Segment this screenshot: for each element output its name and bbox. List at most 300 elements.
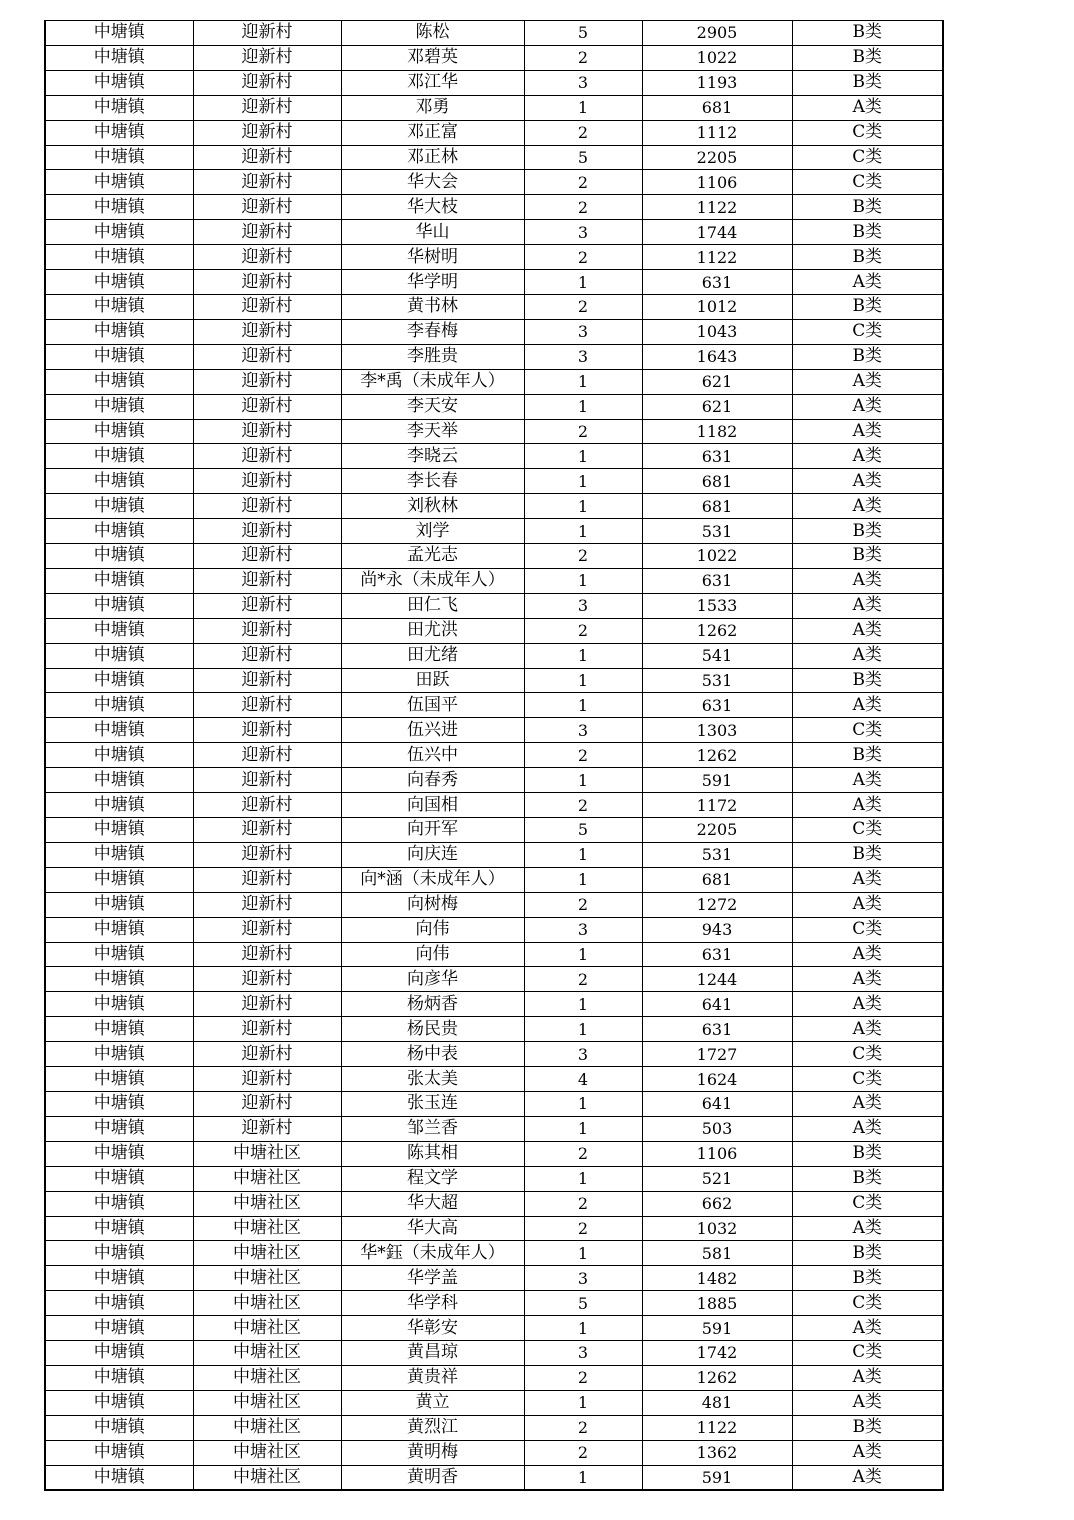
table-row (45, 519, 943, 544)
name-cell: 张玉连 (341, 1091, 524, 1116)
category-cell: A类 (792, 1365, 943, 1390)
town-cell: 中塘镇 (45, 967, 193, 992)
amount-cell: 1032 (642, 1216, 792, 1241)
table-row (45, 867, 943, 892)
assistance-table (44, 20, 944, 1491)
table-row (45, 319, 943, 344)
village-cell: 中塘社区 (193, 1141, 341, 1166)
town-cell: 中塘镇 (45, 618, 193, 643)
household-size-cell: 1 (524, 1091, 642, 1116)
household-size-cell: 1 (524, 1390, 642, 1415)
town-cell: 中塘镇 (45, 1415, 193, 1440)
village-cell: 中塘社区 (193, 1390, 341, 1415)
table-row (45, 768, 943, 793)
household-size-cell: 2 (524, 294, 642, 319)
name-cell: 杨民贵 (341, 1017, 524, 1042)
town-cell: 中塘镇 (45, 1365, 193, 1390)
town-cell: 中塘镇 (45, 942, 193, 967)
name-cell: 黄昌琼 (341, 1341, 524, 1366)
name-cell: 刘秋林 (341, 494, 524, 519)
village-cell: 中塘社区 (193, 1341, 341, 1366)
town-cell: 中塘镇 (45, 70, 193, 95)
household-size-cell: 1 (524, 469, 642, 494)
category-cell: A类 (792, 494, 943, 519)
village-cell: 迎新村 (193, 1116, 341, 1141)
category-cell: B类 (792, 21, 943, 46)
household-size-cell: 1 (524, 992, 642, 1017)
village-cell: 迎新村 (193, 70, 341, 95)
amount-cell: 631 (642, 693, 792, 718)
household-size-cell: 1 (524, 842, 642, 867)
amount-cell: 1012 (642, 294, 792, 319)
household-size-cell: 2 (524, 45, 642, 70)
town-cell: 中塘镇 (45, 768, 193, 793)
household-size-cell: 2 (524, 1365, 642, 1390)
household-size-cell: 2 (524, 1141, 642, 1166)
table-row (45, 1017, 943, 1042)
table-row (45, 917, 943, 942)
household-size-cell: 3 (524, 1266, 642, 1291)
household-size-cell: 1 (524, 1241, 642, 1266)
name-cell: 黄书林 (341, 294, 524, 319)
town-cell: 中塘镇 (45, 95, 193, 120)
table-row (45, 568, 943, 593)
village-cell: 中塘社区 (193, 1465, 341, 1490)
name-cell: 邓正富 (341, 120, 524, 145)
category-cell: C类 (792, 1042, 943, 1067)
category-cell: B类 (792, 1415, 943, 1440)
table-row (45, 1141, 943, 1166)
category-cell: B类 (792, 544, 943, 569)
village-cell: 迎新村 (193, 145, 341, 170)
town-cell: 中塘镇 (45, 593, 193, 618)
amount-cell: 641 (642, 992, 792, 1017)
name-cell: 田仁飞 (341, 593, 524, 618)
amount-cell: 1885 (642, 1291, 792, 1316)
town-cell: 中塘镇 (45, 1091, 193, 1116)
name-cell: 华学明 (341, 270, 524, 295)
village-cell: 迎新村 (193, 693, 341, 718)
household-size-cell: 3 (524, 220, 642, 245)
village-cell: 迎新村 (193, 394, 341, 419)
amount-cell: 631 (642, 568, 792, 593)
village-cell: 迎新村 (193, 643, 341, 668)
town-cell: 中塘镇 (45, 369, 193, 394)
table-row (45, 1216, 943, 1241)
name-cell: 李晓云 (341, 444, 524, 469)
household-size-cell: 3 (524, 718, 642, 743)
amount-cell: 581 (642, 1241, 792, 1266)
village-cell: 迎新村 (193, 419, 341, 444)
table-row (45, 145, 943, 170)
town-cell: 中塘镇 (45, 344, 193, 369)
town-cell: 中塘镇 (45, 1390, 193, 1415)
name-cell: 向*涵（未成年人） (341, 867, 524, 892)
table-row (45, 245, 943, 270)
category-cell: A类 (792, 1390, 943, 1415)
name-cell: 伍兴进 (341, 718, 524, 743)
name-cell: 向庆连 (341, 842, 524, 867)
household-size-cell: 2 (524, 1415, 642, 1440)
category-cell: A类 (792, 892, 943, 917)
name-cell: 黄明香 (341, 1465, 524, 1490)
amount-cell: 1272 (642, 892, 792, 917)
amount-cell: 1106 (642, 1141, 792, 1166)
household-size-cell: 2 (524, 195, 642, 220)
amount-cell: 1182 (642, 419, 792, 444)
table-row (45, 718, 943, 743)
village-cell: 中塘社区 (193, 1291, 341, 1316)
name-cell: 华树明 (341, 245, 524, 270)
name-cell: 华大会 (341, 170, 524, 195)
name-cell: 邹兰香 (341, 1116, 524, 1141)
town-cell: 中塘镇 (45, 568, 193, 593)
category-cell: A类 (792, 469, 943, 494)
village-cell: 迎新村 (193, 1042, 341, 1067)
village-cell: 中塘社区 (193, 1415, 341, 1440)
household-size-cell: 2 (524, 1440, 642, 1465)
amount-cell: 681 (642, 469, 792, 494)
household-size-cell: 1 (524, 1465, 642, 1490)
village-cell: 迎新村 (193, 45, 341, 70)
household-size-cell: 1 (524, 95, 642, 120)
household-size-cell: 2 (524, 419, 642, 444)
town-cell: 中塘镇 (45, 1116, 193, 1141)
table-row (45, 1341, 943, 1366)
village-cell: 迎新村 (193, 344, 341, 369)
category-cell: A类 (792, 369, 943, 394)
town-cell: 中塘镇 (45, 21, 193, 46)
village-cell: 迎新村 (193, 270, 341, 295)
category-cell: A类 (792, 1091, 943, 1116)
village-cell: 迎新村 (193, 867, 341, 892)
amount-cell: 1643 (642, 344, 792, 369)
amount-cell: 1742 (642, 1341, 792, 1366)
amount-cell: 1303 (642, 718, 792, 743)
amount-cell: 503 (642, 1116, 792, 1141)
table-row (45, 1440, 943, 1465)
household-size-cell: 1 (524, 568, 642, 593)
amount-cell: 1624 (642, 1067, 792, 1092)
category-cell: A类 (792, 1440, 943, 1465)
table-row (45, 1091, 943, 1116)
amount-cell: 1172 (642, 793, 792, 818)
amount-cell: 621 (642, 394, 792, 419)
category-cell: B类 (792, 195, 943, 220)
household-size-cell: 2 (524, 618, 642, 643)
amount-cell: 531 (642, 519, 792, 544)
village-cell: 迎新村 (193, 245, 341, 270)
amount-cell: 1122 (642, 195, 792, 220)
town-cell: 中塘镇 (45, 1042, 193, 1067)
category-cell: C类 (792, 1341, 943, 1366)
household-size-cell: 2 (524, 170, 642, 195)
household-size-cell: 2 (524, 120, 642, 145)
table-row (45, 1067, 943, 1092)
town-cell: 中塘镇 (45, 120, 193, 145)
category-cell: C类 (792, 1191, 943, 1216)
amount-cell: 591 (642, 1465, 792, 1490)
household-size-cell: 1 (524, 1017, 642, 1042)
table-row (45, 1390, 943, 1415)
household-size-cell: 3 (524, 319, 642, 344)
village-cell: 迎新村 (193, 519, 341, 544)
name-cell: 李*禹（未成年人） (341, 369, 524, 394)
village-cell: 迎新村 (193, 1017, 341, 1042)
town-cell: 中塘镇 (45, 1191, 193, 1216)
town-cell: 中塘镇 (45, 270, 193, 295)
amount-cell: 1727 (642, 1042, 792, 1067)
table-row (45, 1291, 943, 1316)
town-cell: 中塘镇 (45, 1216, 193, 1241)
village-cell: 迎新村 (193, 568, 341, 593)
village-cell: 中塘社区 (193, 1266, 341, 1291)
town-cell: 中塘镇 (45, 394, 193, 419)
household-size-cell: 1 (524, 1166, 642, 1191)
town-cell: 中塘镇 (45, 743, 193, 768)
household-size-cell: 1 (524, 444, 642, 469)
table-row (45, 892, 943, 917)
amount-cell: 1262 (642, 1365, 792, 1390)
name-cell: 向彦华 (341, 967, 524, 992)
table-row (45, 294, 943, 319)
village-cell: 迎新村 (193, 718, 341, 743)
household-size-cell: 2 (524, 245, 642, 270)
village-cell: 迎新村 (193, 967, 341, 992)
name-cell: 李春梅 (341, 319, 524, 344)
town-cell: 中塘镇 (45, 1141, 193, 1166)
household-size-cell: 5 (524, 145, 642, 170)
table-row (45, 643, 943, 668)
household-size-cell: 3 (524, 344, 642, 369)
category-cell: B类 (792, 294, 943, 319)
village-cell: 迎新村 (193, 469, 341, 494)
village-cell: 迎新村 (193, 842, 341, 867)
town-cell: 中塘镇 (45, 1341, 193, 1366)
town-cell: 中塘镇 (45, 1241, 193, 1266)
name-cell: 邓江华 (341, 70, 524, 95)
amount-cell: 2205 (642, 145, 792, 170)
category-cell: C类 (792, 120, 943, 145)
village-cell: 迎新村 (193, 544, 341, 569)
table-row (45, 1241, 943, 1266)
category-cell: B类 (792, 70, 943, 95)
category-cell: B类 (792, 668, 943, 693)
town-cell: 中塘镇 (45, 294, 193, 319)
amount-cell: 621 (642, 369, 792, 394)
household-size-cell: 3 (524, 593, 642, 618)
category-cell: A类 (792, 1017, 943, 1042)
village-cell: 迎新村 (193, 1091, 341, 1116)
household-size-cell: 2 (524, 793, 642, 818)
town-cell: 中塘镇 (45, 419, 193, 444)
town-cell: 中塘镇 (45, 1440, 193, 1465)
village-cell: 迎新村 (193, 1067, 341, 1092)
category-cell: A类 (792, 693, 943, 718)
town-cell: 中塘镇 (45, 45, 193, 70)
village-cell: 迎新村 (193, 618, 341, 643)
table-row (45, 369, 943, 394)
name-cell: 孟光志 (341, 544, 524, 569)
amount-cell: 591 (642, 768, 792, 793)
category-cell: C类 (792, 818, 943, 843)
household-size-cell: 1 (524, 1316, 642, 1341)
household-size-cell: 1 (524, 394, 642, 419)
amount-cell: 521 (642, 1166, 792, 1191)
town-cell: 中塘镇 (45, 992, 193, 1017)
village-cell: 迎新村 (193, 892, 341, 917)
household-size-cell: 3 (524, 917, 642, 942)
table-row (45, 45, 943, 70)
village-cell: 迎新村 (193, 768, 341, 793)
table-body (45, 21, 943, 1491)
amount-cell: 531 (642, 842, 792, 867)
name-cell: 邓碧英 (341, 45, 524, 70)
name-cell: 向伟 (341, 942, 524, 967)
category-cell: C类 (792, 319, 943, 344)
village-cell: 迎新村 (193, 917, 341, 942)
table-row (45, 494, 943, 519)
name-cell: 向春秀 (341, 768, 524, 793)
name-cell: 张太美 (341, 1067, 524, 1092)
table-row (45, 593, 943, 618)
household-size-cell: 2 (524, 743, 642, 768)
table-row (45, 70, 943, 95)
town-cell: 中塘镇 (45, 693, 193, 718)
amount-cell: 641 (642, 1091, 792, 1116)
category-cell: C类 (792, 917, 943, 942)
table-row (45, 394, 943, 419)
amount-cell: 1022 (642, 544, 792, 569)
category-cell: B类 (792, 45, 943, 70)
table-row (45, 21, 943, 46)
category-cell: B类 (792, 519, 943, 544)
name-cell: 李天举 (341, 419, 524, 444)
name-cell: 田尤洪 (341, 618, 524, 643)
name-cell: 华大超 (341, 1191, 524, 1216)
name-cell: 伍兴中 (341, 743, 524, 768)
household-size-cell: 3 (524, 1341, 642, 1366)
category-cell: A类 (792, 867, 943, 892)
village-cell: 迎新村 (193, 369, 341, 394)
category-cell: B类 (792, 344, 943, 369)
table-row (45, 942, 943, 967)
household-size-cell: 3 (524, 1042, 642, 1067)
amount-cell: 531 (642, 668, 792, 693)
village-cell: 迎新村 (193, 818, 341, 843)
amount-cell: 1193 (642, 70, 792, 95)
table-row (45, 1191, 943, 1216)
village-cell: 迎新村 (193, 319, 341, 344)
name-cell: 华大枝 (341, 195, 524, 220)
town-cell: 中塘镇 (45, 245, 193, 270)
name-cell: 李长春 (341, 469, 524, 494)
category-cell: A类 (792, 95, 943, 120)
table-row (45, 444, 943, 469)
table-row (45, 120, 943, 145)
table-row (45, 1266, 943, 1291)
village-cell: 中塘社区 (193, 1216, 341, 1241)
town-cell: 中塘镇 (45, 892, 193, 917)
category-cell: C类 (792, 718, 943, 743)
category-cell: A类 (792, 1316, 943, 1341)
village-cell: 迎新村 (193, 95, 341, 120)
town-cell: 中塘镇 (45, 1266, 193, 1291)
table-row (45, 743, 943, 768)
category-cell: B类 (792, 1166, 943, 1191)
town-cell: 中塘镇 (45, 1017, 193, 1042)
table-row (45, 818, 943, 843)
town-cell: 中塘镇 (45, 718, 193, 743)
village-cell: 中塘社区 (193, 1440, 341, 1465)
table-row (45, 1166, 943, 1191)
village-cell: 迎新村 (193, 195, 341, 220)
town-cell: 中塘镇 (45, 1291, 193, 1316)
amount-cell: 1022 (642, 45, 792, 70)
name-cell: 陈其相 (341, 1141, 524, 1166)
category-cell: A类 (792, 1216, 943, 1241)
household-size-cell: 4 (524, 1067, 642, 1092)
amount-cell: 1262 (642, 618, 792, 643)
table-row (45, 618, 943, 643)
name-cell: 邓勇 (341, 95, 524, 120)
table-row (45, 270, 943, 295)
amount-cell: 1362 (642, 1440, 792, 1465)
household-size-cell: 1 (524, 668, 642, 693)
amount-cell: 1482 (642, 1266, 792, 1291)
category-cell: A类 (792, 1465, 943, 1490)
category-cell: A类 (792, 394, 943, 419)
category-cell: A类 (792, 942, 943, 967)
amount-cell: 2205 (642, 818, 792, 843)
table-row (45, 1042, 943, 1067)
name-cell: 华大高 (341, 1216, 524, 1241)
household-size-cell: 1 (524, 693, 642, 718)
town-cell: 中塘镇 (45, 1465, 193, 1490)
town-cell: 中塘镇 (45, 917, 193, 942)
table-row (45, 842, 943, 867)
town-cell: 中塘镇 (45, 469, 193, 494)
name-cell: 黄贵祥 (341, 1365, 524, 1390)
household-size-cell: 1 (524, 768, 642, 793)
table-row (45, 668, 943, 693)
village-cell: 迎新村 (193, 170, 341, 195)
village-cell: 中塘社区 (193, 1241, 341, 1266)
household-size-cell: 5 (524, 21, 642, 46)
table-row (45, 793, 943, 818)
town-cell: 中塘镇 (45, 867, 193, 892)
name-cell: 田尤绪 (341, 643, 524, 668)
category-cell: A类 (792, 793, 943, 818)
household-size-cell: 1 (524, 867, 642, 892)
village-cell: 中塘社区 (193, 1166, 341, 1191)
household-size-cell: 1 (524, 270, 642, 295)
category-cell: A类 (792, 618, 943, 643)
table-row (45, 544, 943, 569)
category-cell: A类 (792, 1116, 943, 1141)
name-cell: 杨炳香 (341, 992, 524, 1017)
table-row (45, 992, 943, 1017)
name-cell: 田跃 (341, 668, 524, 693)
name-cell: 刘学 (341, 519, 524, 544)
name-cell: 黄明梅 (341, 1440, 524, 1465)
village-cell: 迎新村 (193, 942, 341, 967)
town-cell: 中塘镇 (45, 1166, 193, 1191)
name-cell: 华*鈺（未成年人） (341, 1241, 524, 1266)
amount-cell: 631 (642, 942, 792, 967)
village-cell: 迎新村 (193, 294, 341, 319)
category-cell: B类 (792, 842, 943, 867)
